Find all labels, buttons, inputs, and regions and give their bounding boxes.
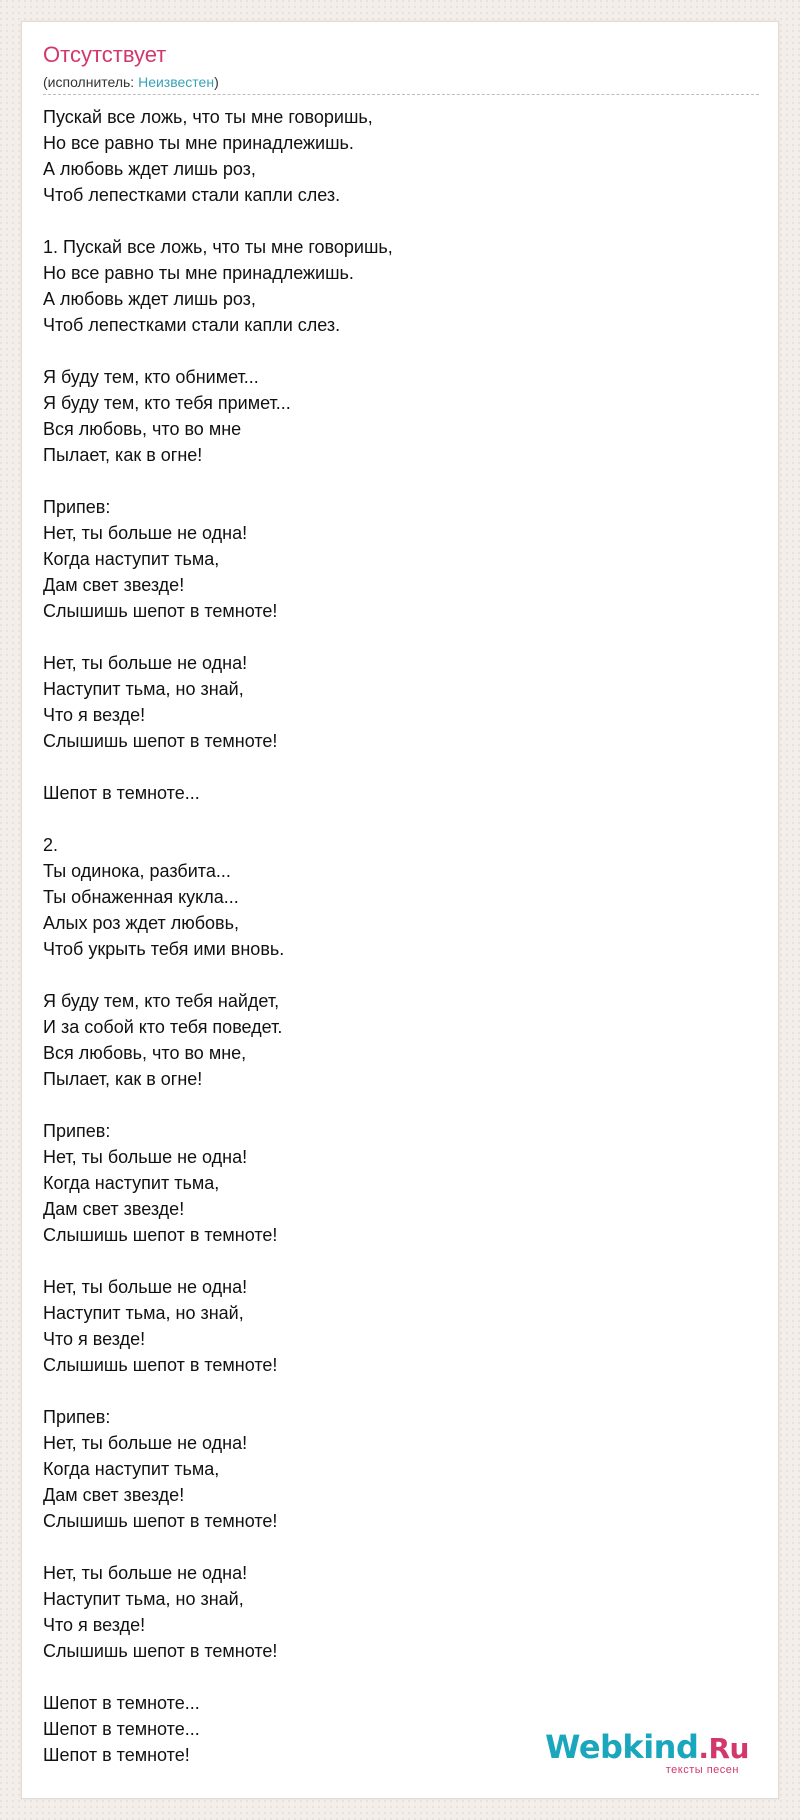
song-title: Отсутствует (43, 42, 167, 67)
logo-name: Webkind (545, 1728, 699, 1766)
title-divider (43, 94, 759, 95)
performer-prefix: (исполнитель: (43, 74, 139, 90)
logo-tld: .Ru (698, 1732, 749, 1765)
performer-line (43, 73, 219, 91)
performer-link[interactable]: Неизвестен (138, 74, 215, 90)
performer-suffix: ) (214, 74, 219, 90)
lyrics-card (21, 21, 779, 1799)
site-logo[interactable] (545, 1728, 749, 1780)
lyrics-text: Пускай все ложь, что ты мне говоришь, Но все равно ты мне принадлежишь. А любовь ждет лишь роз, Чтоб лепестками стали капли слез. 1. Пускай все ложь, что ты мне говоришь, Но все равно ты мне принадлежишь. А любовь ждет лишь роз, Чтоб лепестками стали капли слез. Я буду тем, кто обнимет... Я буду тем, кто тебя примет... Вся любовь, что во мне Пылает, как в огне! Припев: Нет, ты больше не одна! Когда наступит тьма, Дам свет звезде! Слышишь шепот в темноте! Нет, ты больше не одна! Наступит тьма, но знай, Что я везде! Слышишь шепот в темноте! Шепот в темноте... 2. Ты одинока, разбита... Ты обнаженная кукла... Алых роз ждет любовь, Чтоб укрыть тебя ими вновь. Я буду тем, кто тебя найдет, И за собой кто тебя поведет. Вся любовь, что во мне, Пылает, как в огне! Припев: Нет, ты больше не одна! Когда наступит тьма, Дам свет звезде! Слышишь шепот в темноте! Нет, ты больше не одна! Наступит тьма, но знай, Что я везде! Слышишь шепот в темноте! Припев: Нет, ты больше не одна! Когда наступит тьма, Дам свет звезде! Слышишь шепот в темноте! Нет, ты больше не одна! Наступит тьма, но знай, Что я везде! Слышишь шепот в темноте! Шепот в темноте... Шепот в темноте... Шепот в темноте! (43, 107, 393, 1765)
logo-wordmark (545, 1728, 749, 1768)
logo-tagline: тексты песен (665, 1764, 739, 1776)
